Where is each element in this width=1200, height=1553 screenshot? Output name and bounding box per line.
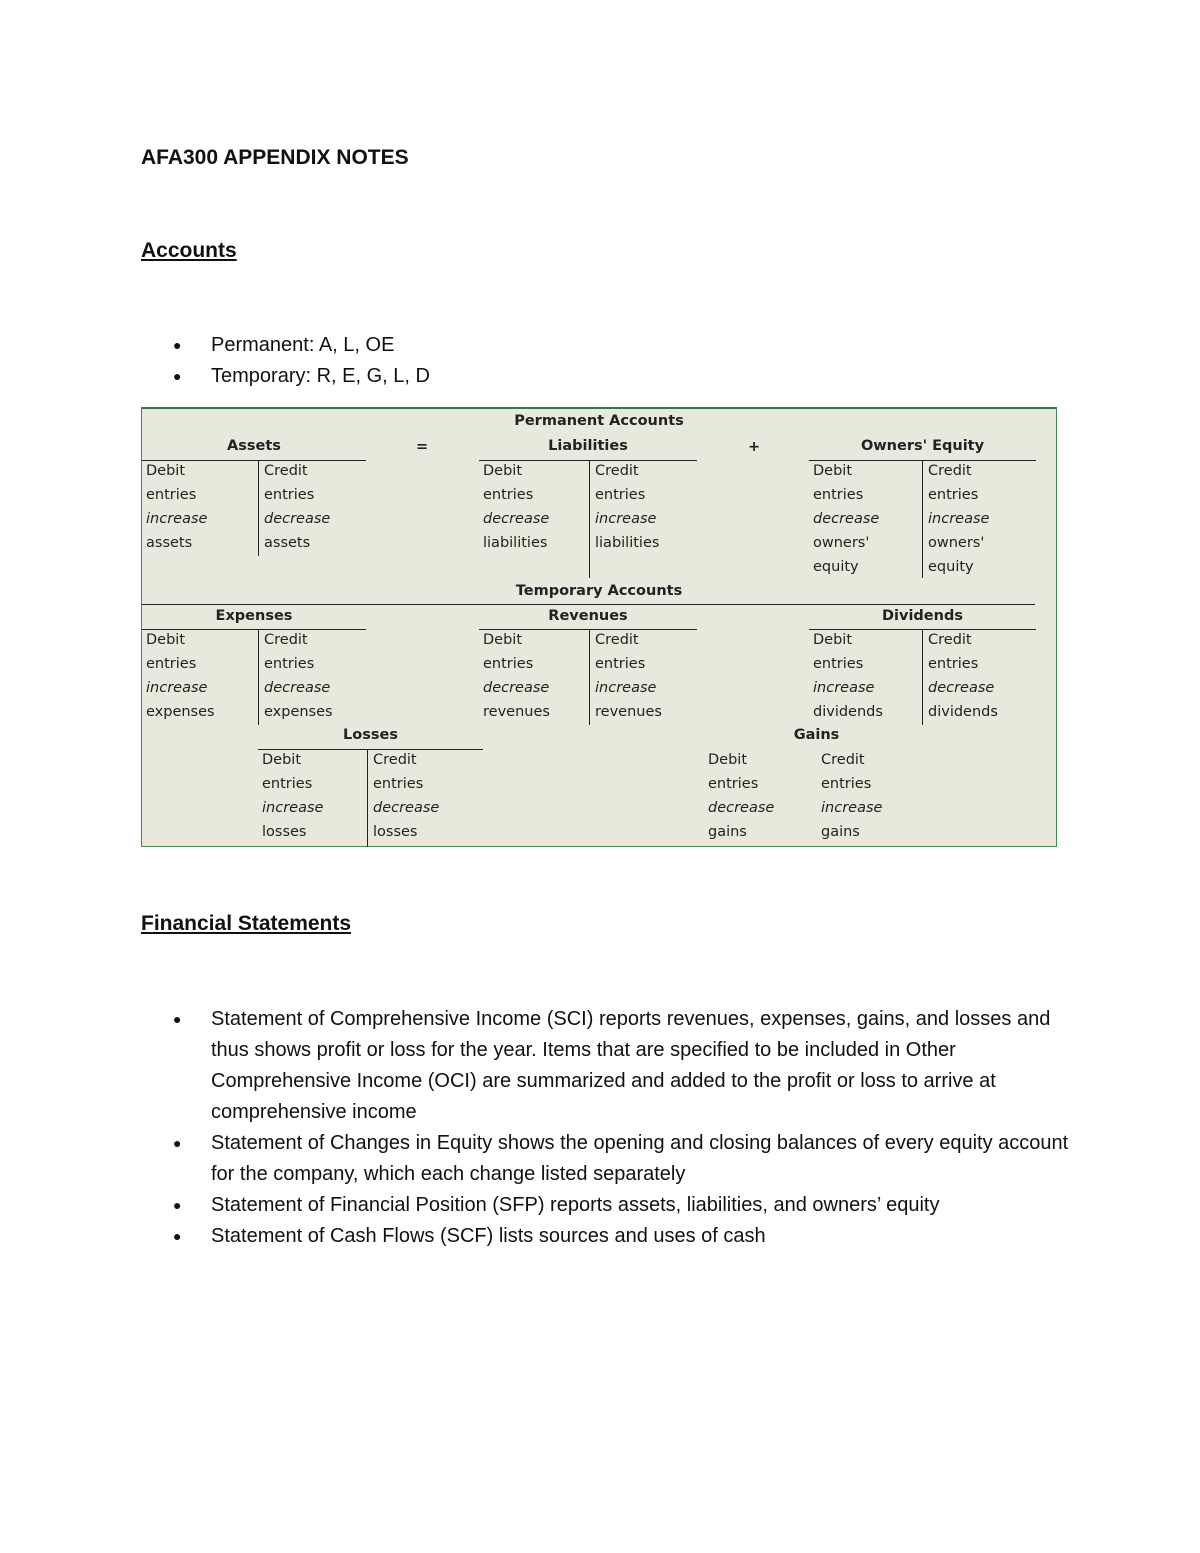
taccount-liabilities-credit-line: increase <box>595 511 657 527</box>
taccount-revenues-credit-line: entries <box>595 656 646 672</box>
taccount-assets-debit-line: increase <box>146 511 208 527</box>
list-item: ● Temporary: R, E, G, L, D <box>141 361 1041 392</box>
taccount-gains-credit-line: Credit <box>821 752 865 768</box>
accounts-table-figure <box>141 407 1057 847</box>
list-item: ● Statement of Financial Position (SFP) reports assets, liabilities, and owners’ equity <box>141 1190 1071 1221</box>
taccount-title-assets: Assets <box>227 438 281 454</box>
taccount-title-losses: Losses <box>343 727 398 743</box>
taccount-revenues-credit-line: Credit <box>595 632 639 648</box>
taccount-expenses-credit-line: expenses <box>264 704 333 720</box>
taccount-assets-credit-line: entries <box>264 487 315 503</box>
taccount-assets-credit-line: decrease <box>264 511 331 527</box>
taccount-liabilities-debit-line: entries <box>483 487 534 503</box>
taccount-owners-equity-credit-line: equity <box>928 559 974 575</box>
taccount-assets-credit-line: assets <box>264 535 311 551</box>
taccount-owners-equity-debit-line: owners' <box>813 535 870 551</box>
taccount-gains-credit-line: entries <box>821 776 872 792</box>
taccount-liabilities-debit-line: liabilities <box>483 535 548 551</box>
taccount-dividends-credit-line: dividends <box>928 704 998 720</box>
taccount-losses-debit-line: Debit <box>262 752 302 768</box>
taccount-dividends-debit-line: Debit <box>813 632 853 648</box>
taccount-owners-equity-debit-line: Debit <box>813 463 853 479</box>
taccount-owners-equity-credit-line: entries <box>928 487 979 503</box>
list-item: ● Statement of Changes in Equity shows the opening and closing balances of every equity account for the company, which each change listed separately <box>141 1128 1071 1190</box>
taccount-assets-debit-line: Debit <box>146 463 186 479</box>
taccount-title-revenues: Revenues <box>548 608 628 624</box>
taccount-vline-revenues <box>589 629 590 725</box>
taccount-hline-expenses <box>142 629 366 630</box>
taccount-revenues-credit-line: revenues <box>595 704 662 720</box>
taccount-dividends-debit-line: entries <box>813 656 864 672</box>
taccount-liabilities-debit-line: Debit <box>483 463 523 479</box>
taccount-revenues-debit-line: entries <box>483 656 534 672</box>
taccount-title-owners-equity: Owners' Equity <box>860 438 985 454</box>
taccount-dividends-debit-line: increase <box>813 680 875 696</box>
taccount-title-expenses: Expenses <box>215 608 293 624</box>
taccount-losses-credit-line: entries <box>373 776 424 792</box>
taccount-hline-liabilities <box>479 460 697 461</box>
accounts-heading: Accounts <box>141 239 237 262</box>
taccount-owners-equity-credit-line: increase <box>928 511 990 527</box>
taccount-revenues-debit-line: revenues <box>483 704 550 720</box>
plus-sign: + <box>748 439 761 455</box>
list-item: ● Statement of Cash Flows (SCF) lists sources and uses of cash <box>141 1221 1071 1252</box>
taccount-dividends-debit-line: dividends <box>813 704 883 720</box>
taccount-assets-debit-line: assets <box>146 535 193 551</box>
taccount-owners-equity-debit-line: equity <box>813 559 859 575</box>
taccount-liabilities-debit-line: decrease <box>483 511 550 527</box>
financial-statements-list <box>141 1004 1071 1252</box>
taccount-owners-equity-credit-line: owners' <box>928 535 985 551</box>
taccount-dividends-credit-line: entries <box>928 656 979 672</box>
taccount-losses-credit-line: decrease <box>373 800 440 816</box>
taccount-owners-equity-debit-line: entries <box>813 487 864 503</box>
page-title: AFA300 APPENDIX NOTES <box>141 146 409 169</box>
taccount-losses-debit-line: entries <box>262 776 313 792</box>
equals-sign: = <box>416 439 429 455</box>
taccount-hline-revenues <box>479 629 697 630</box>
taccount-gains-debit-line: entries <box>708 776 759 792</box>
taccount-vline-losses <box>367 749 368 847</box>
taccount-expenses-credit-line: Credit <box>264 632 308 648</box>
taccount-owners-equity-credit-line: Credit <box>928 463 972 479</box>
taccount-expenses-credit-line: decrease <box>264 680 331 696</box>
taccount-vline-assets <box>258 460 259 556</box>
taccount-assets-debit-line: entries <box>146 487 197 503</box>
taccount-owners-equity-debit-line: decrease <box>813 511 880 527</box>
taccount-gains-debit-line: gains <box>708 824 747 840</box>
taccount-title-liabilities: Liabilities <box>548 438 628 454</box>
taccount-dividends-credit-line: Credit <box>928 632 972 648</box>
taccount-liabilities-credit-line: liabilities <box>595 535 660 551</box>
taccount-gains-debit-line: decrease <box>708 800 775 816</box>
taccount-vline-dividends <box>922 629 923 725</box>
taccount-expenses-credit-line: entries <box>264 656 315 672</box>
section-divider <box>142 604 1035 605</box>
taccount-title-gains: Gains <box>793 727 840 743</box>
taccount-liabilities-credit-line: Credit <box>595 463 639 479</box>
taccount-revenues-debit-line: Debit <box>483 632 523 648</box>
taccount-losses-debit-line: losses <box>262 824 307 840</box>
taccount-dividends-credit-line: decrease <box>928 680 995 696</box>
taccount-losses-debit-line: increase <box>262 800 324 816</box>
taccount-title-dividends: Dividends <box>882 608 963 624</box>
taccount-gains-credit-line: gains <box>821 824 860 840</box>
taccount-revenues-credit-line: increase <box>595 680 657 696</box>
taccount-expenses-debit-line: increase <box>146 680 208 696</box>
taccount-gains-credit-line: increase <box>821 800 883 816</box>
list-item: ● Permanent: A, L, OE <box>141 330 1041 361</box>
temporary-accounts-title: Temporary Accounts <box>515 583 683 599</box>
taccount-vline-liabilities <box>589 460 590 578</box>
taccount-revenues-debit-line: decrease <box>483 680 550 696</box>
taccount-hline-assets <box>142 460 366 461</box>
financial-statements-heading: Financial Statements <box>141 912 352 935</box>
taccount-losses-credit-line: losses <box>373 824 418 840</box>
taccount-assets-credit-line: Credit <box>264 463 308 479</box>
taccount-gains-debit-line: Debit <box>708 752 748 768</box>
list-item: ● Statement of Comprehensive Income (SCI) reports revenues, expenses, gains, and losses and thus shows profit or loss for the year. Items that are specified to be included in Other Comprehensive Income (OCI) are summarized and added to the profit or loss to arrive at comprehensive income <box>141 1004 1071 1128</box>
taccount-vline-expenses <box>258 629 259 725</box>
taccount-expenses-debit-line: entries <box>146 656 197 672</box>
accounts-list <box>141 330 1041 392</box>
taccount-vline-owners-equity <box>922 460 923 578</box>
taccount-hline-losses <box>258 749 483 750</box>
taccount-expenses-debit-line: Debit <box>146 632 186 648</box>
permanent-accounts-title: Permanent Accounts <box>514 413 684 429</box>
taccount-liabilities-credit-line: entries <box>595 487 646 503</box>
taccount-expenses-debit-line: expenses <box>146 704 215 720</box>
taccount-losses-credit-line: Credit <box>373 752 417 768</box>
